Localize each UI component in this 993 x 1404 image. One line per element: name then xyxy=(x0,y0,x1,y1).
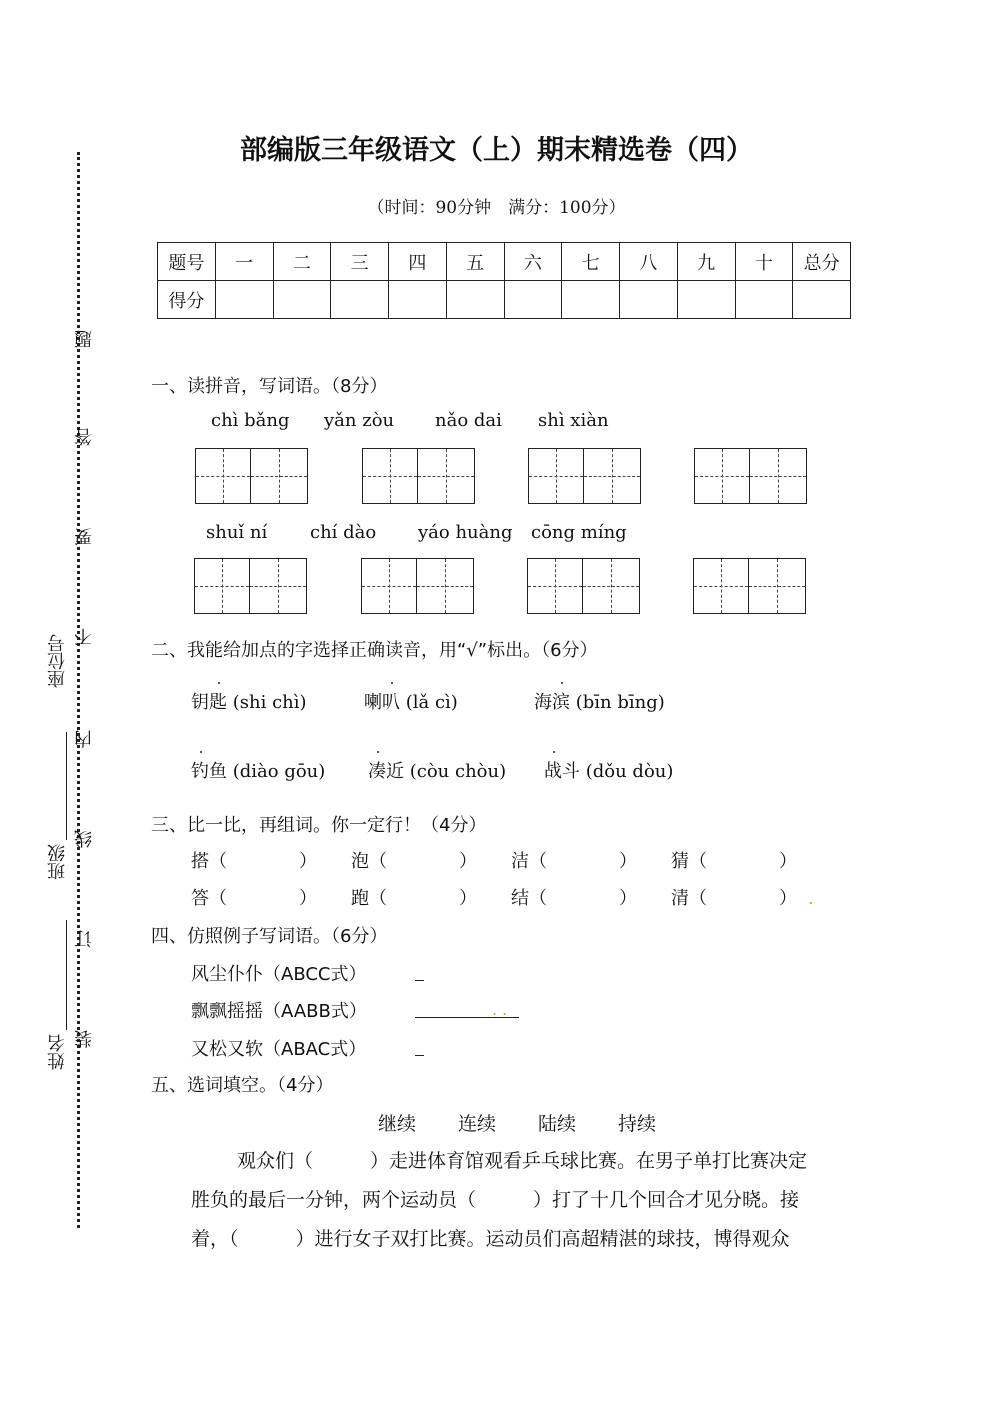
col-10: 十 xyxy=(735,243,793,281)
score-table-score-row xyxy=(158,281,851,319)
word-char: 喇 xyxy=(364,692,382,713)
tianzige-cell[interactable] xyxy=(584,448,641,504)
binding-char-xian: 线 xyxy=(74,830,95,848)
pron-item-4 xyxy=(191,757,325,783)
score-cell[interactable] xyxy=(562,281,620,319)
dotted-char: 叭 xyxy=(382,688,400,714)
col-7: 七 xyxy=(562,243,620,281)
pron-options[interactable]: (dǒu dòu) xyxy=(585,761,674,782)
dotted-char: 钓 xyxy=(191,757,209,783)
word-choice-3: 陆续 xyxy=(538,1113,577,1135)
word-choice-2: 连续 xyxy=(458,1113,497,1135)
tianzige-cell[interactable] xyxy=(418,448,475,504)
binding-dotted-line xyxy=(77,152,80,1228)
col-1: 一 xyxy=(215,243,273,281)
binding-char-ti: 题 xyxy=(74,330,95,348)
compare-item[interactable]: 清（ ） xyxy=(671,888,797,909)
pron-options[interactable]: (bīn bīng) xyxy=(575,692,665,713)
tianzige-cell[interactable] xyxy=(749,558,806,614)
tianzige-cell[interactable] xyxy=(251,448,308,504)
writing-box-6[interactable] xyxy=(361,558,475,614)
tianzige-cell[interactable] xyxy=(250,558,307,614)
compare-item[interactable]: 猜（ ） xyxy=(671,851,797,872)
section2-heading: 二、我能给加点的字选择正确读音，用“√”标出。（6分） xyxy=(151,640,598,661)
pattern-example-3: 又松又软（ABAC式） xyxy=(191,1039,367,1060)
tianzige-cell[interactable] xyxy=(194,558,250,614)
pinyin-shixian: shì xiàn xyxy=(538,410,609,431)
exam-info: （时间：90分钟 满分：100分） xyxy=(367,198,626,218)
score-cell[interactable] xyxy=(735,281,793,319)
pron-item-5 xyxy=(368,757,506,783)
col-4: 四 xyxy=(389,243,447,281)
writing-box-3[interactable] xyxy=(528,448,642,504)
word-choice-4: 持续 xyxy=(618,1113,657,1135)
pron-item-1 xyxy=(191,688,307,714)
dotted-char: 匙 xyxy=(209,688,227,714)
dotted-char: 凑 xyxy=(368,757,386,783)
pinyin-yanzou: yǎn zòu xyxy=(324,410,395,431)
class-label: 班级 xyxy=(47,844,68,880)
col-9: 九 xyxy=(677,243,735,281)
section1-heading: 一、读拼音，写词语。（8分） xyxy=(151,376,388,397)
section4-heading: 四、仿照例子写词语。（6分） xyxy=(151,926,388,947)
pron-options[interactable]: (lǎ cì) xyxy=(405,692,458,713)
binding-char-yao: 要 xyxy=(74,528,95,546)
pron-options[interactable]: (còu chòu) xyxy=(409,761,507,782)
word-char: 斗 xyxy=(562,761,580,782)
pron-item-3 xyxy=(534,688,665,714)
writing-box-4[interactable] xyxy=(694,448,808,504)
score-cell[interactable] xyxy=(215,281,273,319)
binding-char-da: 答 xyxy=(74,428,95,446)
col-6: 六 xyxy=(504,243,562,281)
writing-box-2[interactable] xyxy=(362,448,476,504)
compare-item[interactable]: 结（ ） xyxy=(511,888,637,909)
page-title: 部编版三年级语文（上）期末精选卷（四） xyxy=(240,135,753,166)
passage-line-2: 胜负的最后一分钟，两个运动员（ ）打了十几个回合才见分晓。接 xyxy=(191,1189,800,1211)
name-label: 姓名 xyxy=(47,1034,68,1070)
dotted-char: 战 xyxy=(544,757,562,783)
score-cell[interactable] xyxy=(793,281,851,319)
tianzige-cell[interactable] xyxy=(750,448,807,504)
answer-line-1[interactable] xyxy=(415,980,424,981)
word-char: 钥 xyxy=(191,692,209,713)
pinyin-chidao: chí dào xyxy=(310,522,377,543)
section5-heading: 五、选词填空。（4分） xyxy=(151,1075,334,1096)
writing-box-7[interactable] xyxy=(527,558,641,614)
pinyin-yaohuang: yáo huàng xyxy=(418,522,513,543)
pron-item-6 xyxy=(544,757,673,783)
tianzige-cell[interactable] xyxy=(528,448,584,504)
tianzige-cell[interactable] xyxy=(417,558,474,614)
tianzige-cell[interactable] xyxy=(527,558,583,614)
score-cell[interactable] xyxy=(677,281,735,319)
score-table xyxy=(157,242,851,319)
col-total: 总分 xyxy=(793,243,851,281)
pinyin-shuini: shuǐ ní xyxy=(206,522,268,543)
name-blank[interactable] xyxy=(66,920,67,1030)
binding-char-nei: 内 xyxy=(74,730,95,748)
pinyin-congming: cōng míng xyxy=(531,522,627,543)
tianzige-cell[interactable] xyxy=(694,448,750,504)
score-cell[interactable] xyxy=(446,281,504,319)
tianzige-cell[interactable] xyxy=(195,448,251,504)
stray-mark: . . xyxy=(492,1000,508,1019)
score-cell[interactable] xyxy=(273,281,331,319)
tianzige-cell[interactable] xyxy=(362,448,418,504)
binding-char-bu: 不 xyxy=(74,628,95,646)
row-label-question: 题号 xyxy=(158,243,216,281)
dotted-char: 滨 xyxy=(552,688,570,714)
compare-item[interactable]: 答（ ） xyxy=(191,888,317,909)
word-choice-1: 继续 xyxy=(378,1113,417,1135)
pron-options[interactable]: (shi chì) xyxy=(232,692,307,713)
word-char: 近 xyxy=(386,761,404,782)
pinyin-chibang: chì bǎng xyxy=(211,410,290,431)
score-cell[interactable] xyxy=(504,281,562,319)
compare-item[interactable]: 洁（ ） xyxy=(511,851,637,872)
col-8: 八 xyxy=(620,243,678,281)
score-cell[interactable] xyxy=(331,281,389,319)
answer-line-3[interactable] xyxy=(415,1055,424,1056)
col-5: 五 xyxy=(446,243,504,281)
stray-mark: . xyxy=(808,888,814,909)
writing-box-1[interactable] xyxy=(195,448,309,504)
passage-line-1: 观众们（ ）走进体育馆观看乒乓球比赛。在男子单打比赛决定 xyxy=(237,1150,808,1172)
tianzige-cell[interactable] xyxy=(361,558,417,614)
pinyin-naodai: nǎo dai xyxy=(435,410,502,431)
compare-item[interactable]: 搭（ ） xyxy=(191,851,317,872)
word-char: 鱼 xyxy=(209,761,227,782)
pattern-example-1: 风尘仆仆（ABCC式） xyxy=(191,964,367,985)
score-cell[interactable] xyxy=(389,281,447,319)
pron-options[interactable]: (diào gōu) xyxy=(232,761,326,782)
tianzige-cell[interactable] xyxy=(693,558,749,614)
col-2: 二 xyxy=(273,243,331,281)
binding-char-zhuang: 装 xyxy=(74,1030,95,1048)
pron-item-2 xyxy=(364,688,458,714)
compare-item[interactable]: 跑（ ） xyxy=(351,888,477,909)
writing-box-5[interactable] xyxy=(194,558,308,614)
tianzige-cell[interactable] xyxy=(583,558,640,614)
writing-box-8[interactable] xyxy=(693,558,807,614)
word-char: 海 xyxy=(534,692,552,713)
compare-item[interactable]: 泡（ ） xyxy=(351,851,477,872)
seat-label: 座位号 xyxy=(47,634,68,688)
pattern-example-2: 飘飘摇摇（AABB式） xyxy=(191,1001,367,1022)
class-blank[interactable] xyxy=(66,732,67,840)
binding-char-ding: 订 xyxy=(74,930,95,948)
passage-line-3: 着，（ ）进行女子双打比赛。运动员们高超精湛的球技，博得观众 xyxy=(191,1228,790,1250)
score-table-header-row xyxy=(158,243,851,281)
score-cell[interactable] xyxy=(620,281,678,319)
row-label-score: 得分 xyxy=(158,281,216,319)
section3-heading: 三、比一比，再组词。你一定行！（4分） xyxy=(151,815,487,836)
col-3: 三 xyxy=(331,243,389,281)
